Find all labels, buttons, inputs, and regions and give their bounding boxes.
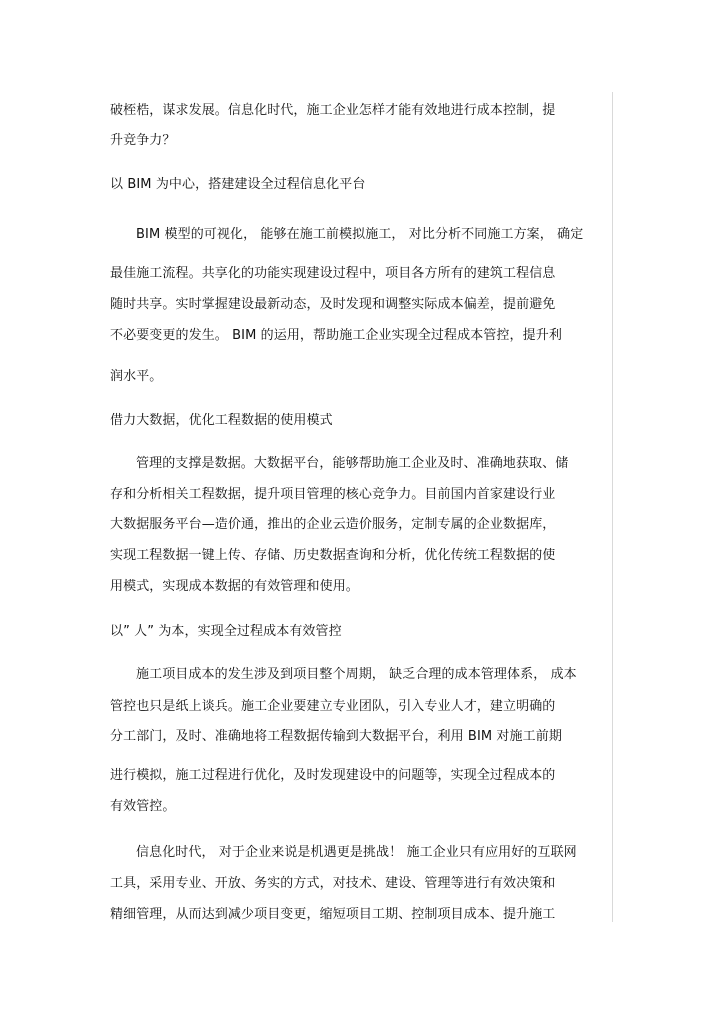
body-line-8: 管理的支撑是数据。大数据平台，能够帮助施工企业及时、准确地获取、储 [136,456,569,471]
body-line-9: 存和分析相关工程数据，提升项目管理的核心竞争力。目前国内首家建设行业 [110,487,556,502]
body-line-1: 破桎梏，谋求发展。信息化时代，施工企业怎样才能有效地进行成本控制，提 [110,103,556,118]
body-line-12: 用模式，实现成本数据的有效管理和使用。 [110,579,359,594]
body-line-11: 实现工程数据一键上传、存储、历史数据查询和分析，优化传统工程数据的使 [110,548,556,563]
section-heading-people: 以” 人” 为本，实现全过程成本有效管控 [110,624,342,639]
body-line-10: 大数据服务平台—造价通，推出的企业云造价服务，定制专属的企业数据库， [110,517,556,532]
body-line-17: 有效管控。 [110,799,176,814]
section-heading-bim: 以 BIM 为中心，搭建建设全过程信息化平台 [110,177,366,192]
body-line-16: 进行模拟，施工过程进行优化，及时发现建设中的问题等，实现全过程成本的 [110,768,556,783]
body-line-4: 最佳施工流程。共享化的功能实现建设过程中，项目各方所有的建筑工程信息 [110,266,556,281]
body-line-19: 工具，采用专业、开放、务实的方式，对技术、建设、管理等进行有效决策和 [110,876,556,891]
body-line-5: 随时共享。实时掌握建设最新动态，及时发现和调整实际成本偏差，提前避免 [110,297,556,312]
body-line-18: 信息化时代， 对于企业来说是机遇更是挑战！ 施工企业只有应用好的互联网 [136,845,577,860]
body-line-15: 分工部门，及时、准确地将工程数据传输到大数据平台，利用 BIM 对施工前期 [110,729,562,744]
body-line-13: 施工项目成本的发生涉及到项目整个周期， 缺乏合理的成本管理体系， 成本 [136,667,577,682]
section-heading-big-data: 借力大数据，优化工程数据的使用模式 [110,413,333,428]
body-line-20: 精细管理，从而达到减少项目变更，缩短项目工期、控制项目成本、提升施工 [110,907,556,922]
right-margin-rule [612,92,613,922]
body-line-2: 升竞争力？ [110,133,176,148]
body-line-14: 管控也只是纸上谈兵。施工企业要建立专业团队，引入专业人才，建立明确的 [110,699,556,714]
body-line-7: 润水平。 [110,369,163,384]
body-line-3: BIM 模型的可视化， 能够在施工前模拟施工， 对比分析不同施工方案， 确定 [136,227,584,242]
body-line-6: 不必要变更的发生。 BIM 的运用，帮助施工企业实现全过程成本管控，提升利 [110,328,562,343]
